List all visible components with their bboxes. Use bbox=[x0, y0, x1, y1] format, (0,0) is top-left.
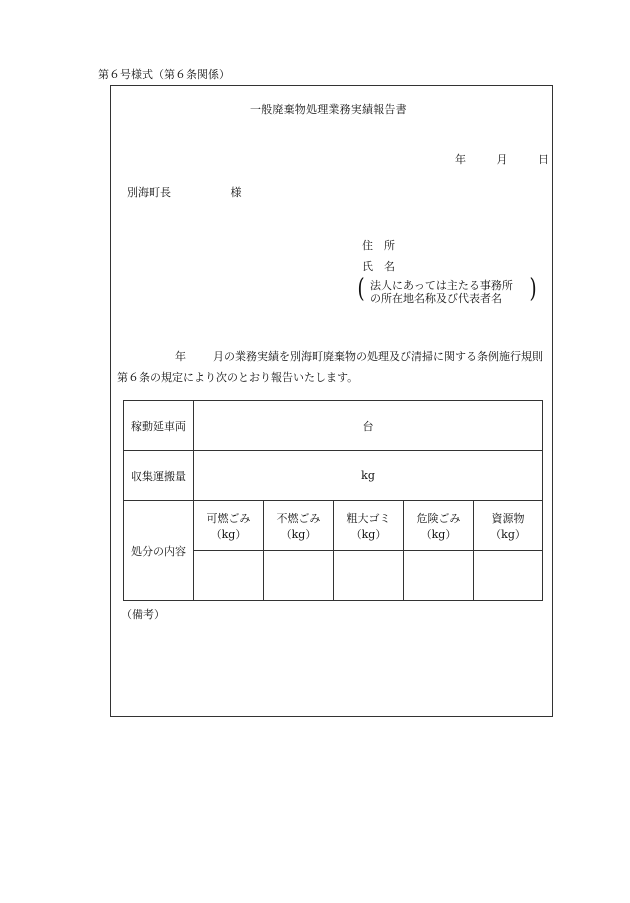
addressee-name: 別海町長 bbox=[127, 186, 171, 199]
statement-year: 年 bbox=[175, 350, 186, 363]
date-month: 月 bbox=[496, 153, 508, 166]
form-number: 第６号様式（第６条関係） bbox=[98, 68, 230, 81]
hazardous-value-cell[interactable] bbox=[404, 551, 474, 601]
recyclables-value-cell[interactable] bbox=[474, 551, 543, 601]
address-label: 住 所 bbox=[362, 239, 395, 252]
hazardous-header: 危険ごみ （kg） bbox=[404, 501, 474, 551]
left-paren-icon: ( bbox=[357, 274, 365, 304]
disposal-label: 処分の内容 bbox=[124, 501, 194, 601]
non-burnable-header: 不燃ごみ （kg） bbox=[264, 501, 334, 551]
report-table bbox=[123, 400, 543, 601]
name-label: 氏 名 bbox=[362, 260, 395, 273]
burnable-header: 可燃ごみ （kg） bbox=[194, 501, 264, 551]
right-paren-icon: ) bbox=[529, 274, 537, 304]
addressee-honorific: 様 bbox=[230, 186, 242, 199]
report-statement bbox=[117, 346, 547, 388]
report-form bbox=[110, 85, 553, 717]
addressee bbox=[127, 184, 242, 200]
vehicles-value-cell[interactable]: 台 bbox=[194, 401, 543, 451]
statement-text: 月の業務実績を別海町廃棄物の処理及び清掃に関する条例施行規則第６条の規定により次のとおり報告いたします。 bbox=[117, 350, 543, 384]
collection-value-cell[interactable]: kg bbox=[194, 451, 543, 501]
recyclables-header: 資源物 （kg） bbox=[474, 501, 543, 551]
corporation-note bbox=[357, 274, 537, 305]
burnable-value-cell[interactable] bbox=[194, 551, 264, 601]
oversized-value-cell[interactable] bbox=[334, 551, 404, 601]
corp-note-line1: 法人にあっては主たる事務所 bbox=[370, 279, 513, 292]
table-row bbox=[124, 401, 543, 451]
corp-note-line2: の所在地名称及び代表者名 bbox=[370, 292, 502, 305]
date-day: 日 bbox=[538, 153, 549, 166]
date-line bbox=[455, 151, 549, 167]
table-row bbox=[124, 451, 543, 501]
non-burnable-value-cell[interactable] bbox=[264, 551, 334, 601]
oversized-header: 粗大ゴミ （kg） bbox=[334, 501, 404, 551]
vehicles-label: 稼動延車両 bbox=[124, 401, 194, 451]
remarks-label: （備考） bbox=[121, 608, 165, 621]
date-year: 年 bbox=[455, 153, 466, 166]
table-row bbox=[124, 501, 543, 551]
document-title: 一般廃棄物処理業務実績報告書 bbox=[250, 103, 407, 116]
collection-label: 収集運搬量 bbox=[124, 451, 194, 501]
